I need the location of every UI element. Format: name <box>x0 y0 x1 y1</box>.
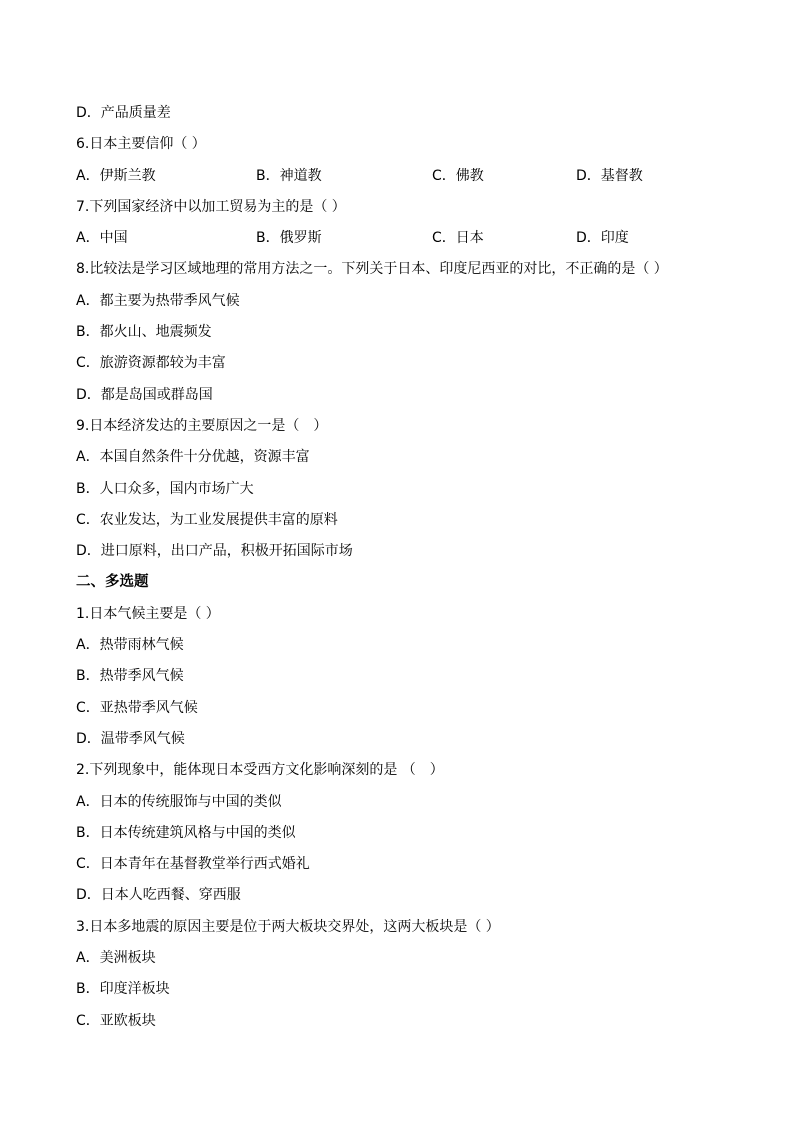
q5-option-d: D．产品质量差 <box>76 105 171 121</box>
exam-page <box>76 98 726 1037</box>
m3-option-a: A．美洲板块 <box>76 950 156 967</box>
q7-option-d: D．印度 <box>576 230 629 247</box>
q9-stem: 9.日本经济发达的主要原因之一是（ ） <box>76 417 328 434</box>
m2-stem: 2.下列现象中，能体现日本受西方文化影响深刻的是 （ ） <box>76 762 444 779</box>
m3-option-c: C．亚欧板块 <box>76 1012 156 1029</box>
q6-options <box>76 161 726 192</box>
m2-option-c: C．日本青年在基督教堂举行西式婚礼 <box>76 856 310 873</box>
q7-option-a: A．中国 <box>76 230 128 247</box>
q9-option-a: A．本国自然条件十分优越，资源丰富 <box>76 449 310 466</box>
m2-option-b: B．日本传统建筑风格与中国的类似 <box>76 824 296 841</box>
q6-option-a: A．伊斯兰教 <box>76 167 156 184</box>
m1-stem: 1.日本气候主要是（ ） <box>76 605 220 622</box>
q6-option-d: D．基督教 <box>576 167 643 184</box>
q7-options <box>76 223 726 254</box>
m2-option-d: D．日本人吃西餐、穿西服 <box>76 887 241 904</box>
m1-option-d: D．温带季风气候 <box>76 730 185 747</box>
q8-option-c: C．旅游资源都较为丰富 <box>76 355 226 372</box>
m1-option-b: B．热带季风气候 <box>76 668 184 685</box>
q8-option-d: D．都是岛国或群岛国 <box>76 386 213 403</box>
q6-stem: 6.日本主要信仰（ ） <box>76 136 206 153</box>
q8-option-a: A．都主要为热带季风气候 <box>76 292 240 309</box>
q6-option-b: B．神道教 <box>256 167 322 184</box>
m2-option-a: A．日本的传统服饰与中国的类似 <box>76 793 282 810</box>
q6-option-c: C．佛教 <box>432 167 484 184</box>
q7-stem: 7.下列国家经济中以加工贸易为主的是（ ） <box>76 198 346 215</box>
m3-option-b: B．印度洋板块 <box>76 981 170 998</box>
q8-stem: 8.比较法是学习区域地理的常用方法之一。下列关于日本、印度尼西亚的对比，不正确的是（ ） <box>76 261 668 278</box>
q9-option-b: B．人口众多，国内市场广大 <box>76 480 254 497</box>
q9-option-c: C．农业发达，为工业发展提供丰富的原料 <box>76 511 338 528</box>
q7-option-c: C．日本 <box>432 230 484 247</box>
m3-stem: 3.日本多地震的原因主要是位于两大板块交界处，这两大板块是（ ） <box>76 918 500 935</box>
q9-option-d: D．进口原料，出口产品，积极开拓国际市场 <box>76 543 353 560</box>
section-title-multiple-choice: 二、多选题 <box>76 574 149 591</box>
q8-option-b: B．都火山、地震频发 <box>76 324 212 341</box>
m1-option-c: C．亚热带季风气候 <box>76 699 198 716</box>
m1-option-a: A．热带雨林气候 <box>76 637 184 654</box>
q7-option-b: B．俄罗斯 <box>256 230 322 247</box>
